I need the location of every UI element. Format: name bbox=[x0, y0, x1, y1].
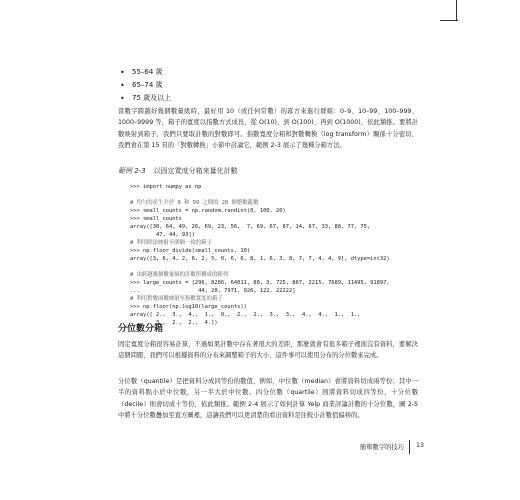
example-caption bbox=[118, 166, 238, 176]
body-paragraph-exponential-bins: 當數字跨越好幾個數量級時，最好用 10（或任何常數）的冪方來進行群組：0–9、10–99、100–999、1000–9999 等，箱子的寬度以指數方式成長，從 O(10)、到 O(100)、再到 O(1000)，依此類推。要將計數映射到箱子，我們只要取計數的對數即可。指數寬度分箱和對數轉換（log transform）關係十分密切，我們會在第 15 頁的「對數轉換」小節中討論它，範例 2-3 展示了幾種分箱方法。 bbox=[118, 108, 418, 149]
body-paragraph-fixed-width: 固定寬度分箱很容易計算，不過如果計數中存在著很大的差距，那麼就會有很多箱子裡面沒有資料，要解決這個問題，我們可以根據資料的分布來調整箱子的大小，這件事可以使用分布的分位數來完成。 bbox=[118, 341, 418, 360]
code-line: array([30, 64, 49, 26, 69, 23, 56, 7, 69, 67, 87, 14, 67, 33, 88, 77, 75, bbox=[130, 224, 371, 230]
code-line: >>> import numpy as np bbox=[130, 184, 202, 190]
example-title: 以固定寬度分箱來量化計數 bbox=[153, 167, 238, 175]
age-bucket-list bbox=[120, 66, 171, 105]
list-item: • 65–74 歲 bbox=[120, 79, 171, 92]
code-line: >>> np.floor_divide(small_counts, 10) bbox=[130, 248, 251, 254]
code-line bbox=[130, 263, 430, 271]
footer-divider bbox=[409, 440, 410, 454]
list-item: • 75 歲及以上 bbox=[120, 92, 171, 105]
page-footer bbox=[320, 440, 440, 456]
code-line: >>> np.floor(np.log10(large_counts)) bbox=[130, 304, 247, 310]
code-comment-line: # 利用除法映射至間隔一致的箱子 bbox=[130, 240, 212, 246]
crop-mark-horizontal bbox=[440, 20, 458, 21]
example-label: 範例 2-3 bbox=[118, 167, 146, 175]
code-line: ... 44, 28, 7971, 926, 122, 22222] bbox=[130, 288, 296, 294]
code-comment-line: # 由跨越幾個數量級的計數所構成的陣列 bbox=[130, 272, 229, 278]
code-comment-line: # 均勻的產生介於 0 和 99 之間的 20 個整數亂數 bbox=[130, 200, 259, 206]
code-line: >>> small_counts = np.random.randint(0, 100, 20) bbox=[130, 208, 286, 214]
body-paragraph-quantiles: 分位數（quantile）是把資料分成同等份的數值，例如，中位數（median）會將資料切成兩等份；其中一半的資料點小於中位數，另一半大於中位數。四分位數（quartile）則將資料切成四等份，十分位數（decile）則會切成十等份，依此類推。範例 2-4 展示了如何計算 Yelp 商業評論計數的十分位數，圖 2-5 中將十分位數疊加至直方圖裡，這讓我們可以更清楚的看出資料是往較小計數值偏移的。 bbox=[118, 378, 418, 419]
section-heading: 分位數分箱 bbox=[118, 324, 164, 334]
code-line: 3., 2., 2., 4.]) bbox=[130, 320, 218, 326]
list-item: • 55–64 歲 bbox=[120, 66, 171, 79]
crop-mark-vertical bbox=[456, 0, 457, 20]
code-line: array([3, 6, 4, 2, 6, 2, 5, 0, 6, 6, 8, 1, 6, 3, 8, 7, 7, 4, 4, 9], dtype=int32) bbox=[130, 256, 390, 262]
code-line: >>> small_counts bbox=[130, 216, 182, 222]
code-line: >>> large_counts = [296, 8286, 64011, 80, 3, 725, 867, 2215, 7689, 11495, 91897, bbox=[130, 280, 390, 286]
footer-chapter-title: 簡單數字的技巧 bbox=[359, 444, 404, 451]
page-number: 13 bbox=[416, 442, 425, 449]
code-comment-line: # 利用對數函數映射至指數寬度的箱子 bbox=[130, 296, 223, 302]
code-line bbox=[130, 191, 430, 199]
code-line: 47, 44, 93]) bbox=[130, 232, 195, 238]
code-listing bbox=[130, 183, 430, 327]
code-line: array([ 2., 3., 4., 1., 0., 2., 2., 3., 3., 4., 4., 1., 1., bbox=[130, 312, 361, 318]
